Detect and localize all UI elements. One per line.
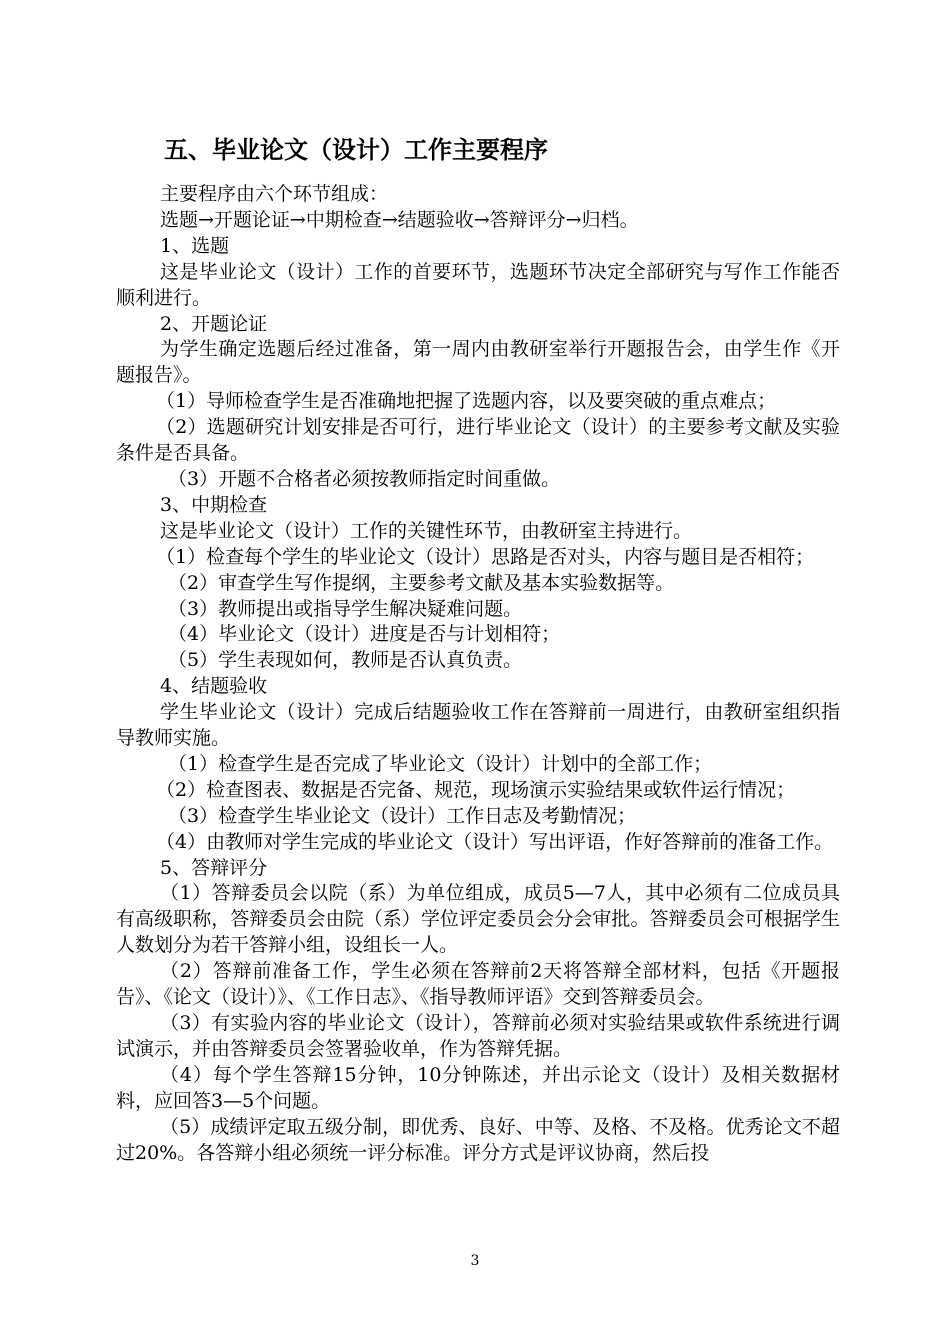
paragraph: 为学生确定选题后经过准备，第一周内由教研室举行开题报告会，由学生作《开题报告》。: [116, 338, 840, 387]
paragraph: （4）毕业论文（设计）进度是否与计划相符；: [168, 623, 561, 646]
paragraph: （2）选题研究计划安排是否可行，进行毕业论文（设计）的主要参考文献及实验条件是否具备。: [116, 416, 840, 465]
paragraph: 学生毕业论文（设计）完成后结题验收工作在答辩前一周进行，由教研室组织指导教师实施。: [116, 701, 840, 750]
paragraph: （2）检查图表、数据是否完备、规范，现场演示实验结果或软件运行情况；: [156, 778, 796, 801]
paragraph: （1）检查每个学生的毕业论文（设计）思路是否对头，内容与题目是否相符；: [156, 545, 815, 568]
paragraph: （5）成绩评定取五级分制，即优秀、良好、中等、及格、不及格。优秀论文不超过20%。各答辩小组必须统一评分标准。评分方式是评议协商，然后投: [116, 1115, 840, 1164]
paragraph: 3、中期检查: [160, 493, 268, 516]
paragraph: （1）答辩委员会以院（系）为单位组成，成员5—7人，其中必须有二位成员具有高级职称，答辩委员会由院（系）学位评定委员会分会审批。答辩委员会可根据学生人数划分为若干答辩小组，设组长一人。: [116, 882, 840, 957]
paragraph: 4、结题验收: [160, 675, 268, 698]
paragraph: 1、选题: [160, 234, 230, 257]
paragraph: 选题→开题论证→中期检查→结题验收→答辩评分→归档。: [160, 208, 639, 231]
paragraph: （4）由教师对学生完成的毕业论文（设计）写出评语，作好答辩前的准备工作。: [156, 830, 834, 853]
paragraph: （1）导师检查学生是否准确地把握了选题内容，以及要突破的重点难点；: [156, 390, 777, 413]
paragraph: （3）有实验内容的毕业论文（设计），答辩前必须对实验结果或软件系统进行调试演示，并由答辩委员会签署验收单，作为答辩凭据。: [116, 1012, 840, 1060]
paragraph: 这是毕业论文（设计）工作的关键性环节，由教研室主持进行。: [160, 519, 693, 542]
paragraph: 这是毕业论文（设计）工作的首要环节，选题环节决定全部研究与写作工作能否顺利进行。: [116, 260, 840, 309]
paragraph: （3）检查学生毕业论文（设计）工作日志及考勤情况；: [168, 804, 637, 827]
paragraph: 5、答辩评分: [160, 856, 268, 879]
section-title: 五、毕业论文（设计）工作主要程序: [164, 136, 548, 164]
document-body: [116, 182, 840, 1166]
paragraph: 主要程序由六个环节组成：: [160, 183, 389, 205]
paragraph: （2）审查学生写作提纲，主要参考文献及基本实验数据等。: [168, 571, 675, 594]
paragraph: （2）答辩前准备工作，学生必须在答辩前2天将答辩全部材料，包括《开题报告》、《论文（设计）》、《工作日志》、《指导教师评语》交到答辩委员会。: [116, 960, 840, 1009]
paragraph: （3）教师提出或指导学生解决疑难问题。: [168, 597, 523, 620]
paragraph: 2、开题论证: [160, 312, 268, 335]
paragraph: （1）检查学生是否完成了毕业论文（设计）计划中的全部工作；: [168, 752, 713, 775]
paragraph: （5）学生表现如何，教师是否认真负责。: [168, 649, 523, 672]
paragraph: （4）每个学生答辩15分钟，10分钟陈述，并出示论文（设计）及相关数据材料，应回答3—5个问题。: [116, 1063, 840, 1112]
paragraph: （3）开题不合格者必须按教师指定时间重做。: [168, 467, 561, 490]
page-number: 3: [470, 1253, 480, 1269]
